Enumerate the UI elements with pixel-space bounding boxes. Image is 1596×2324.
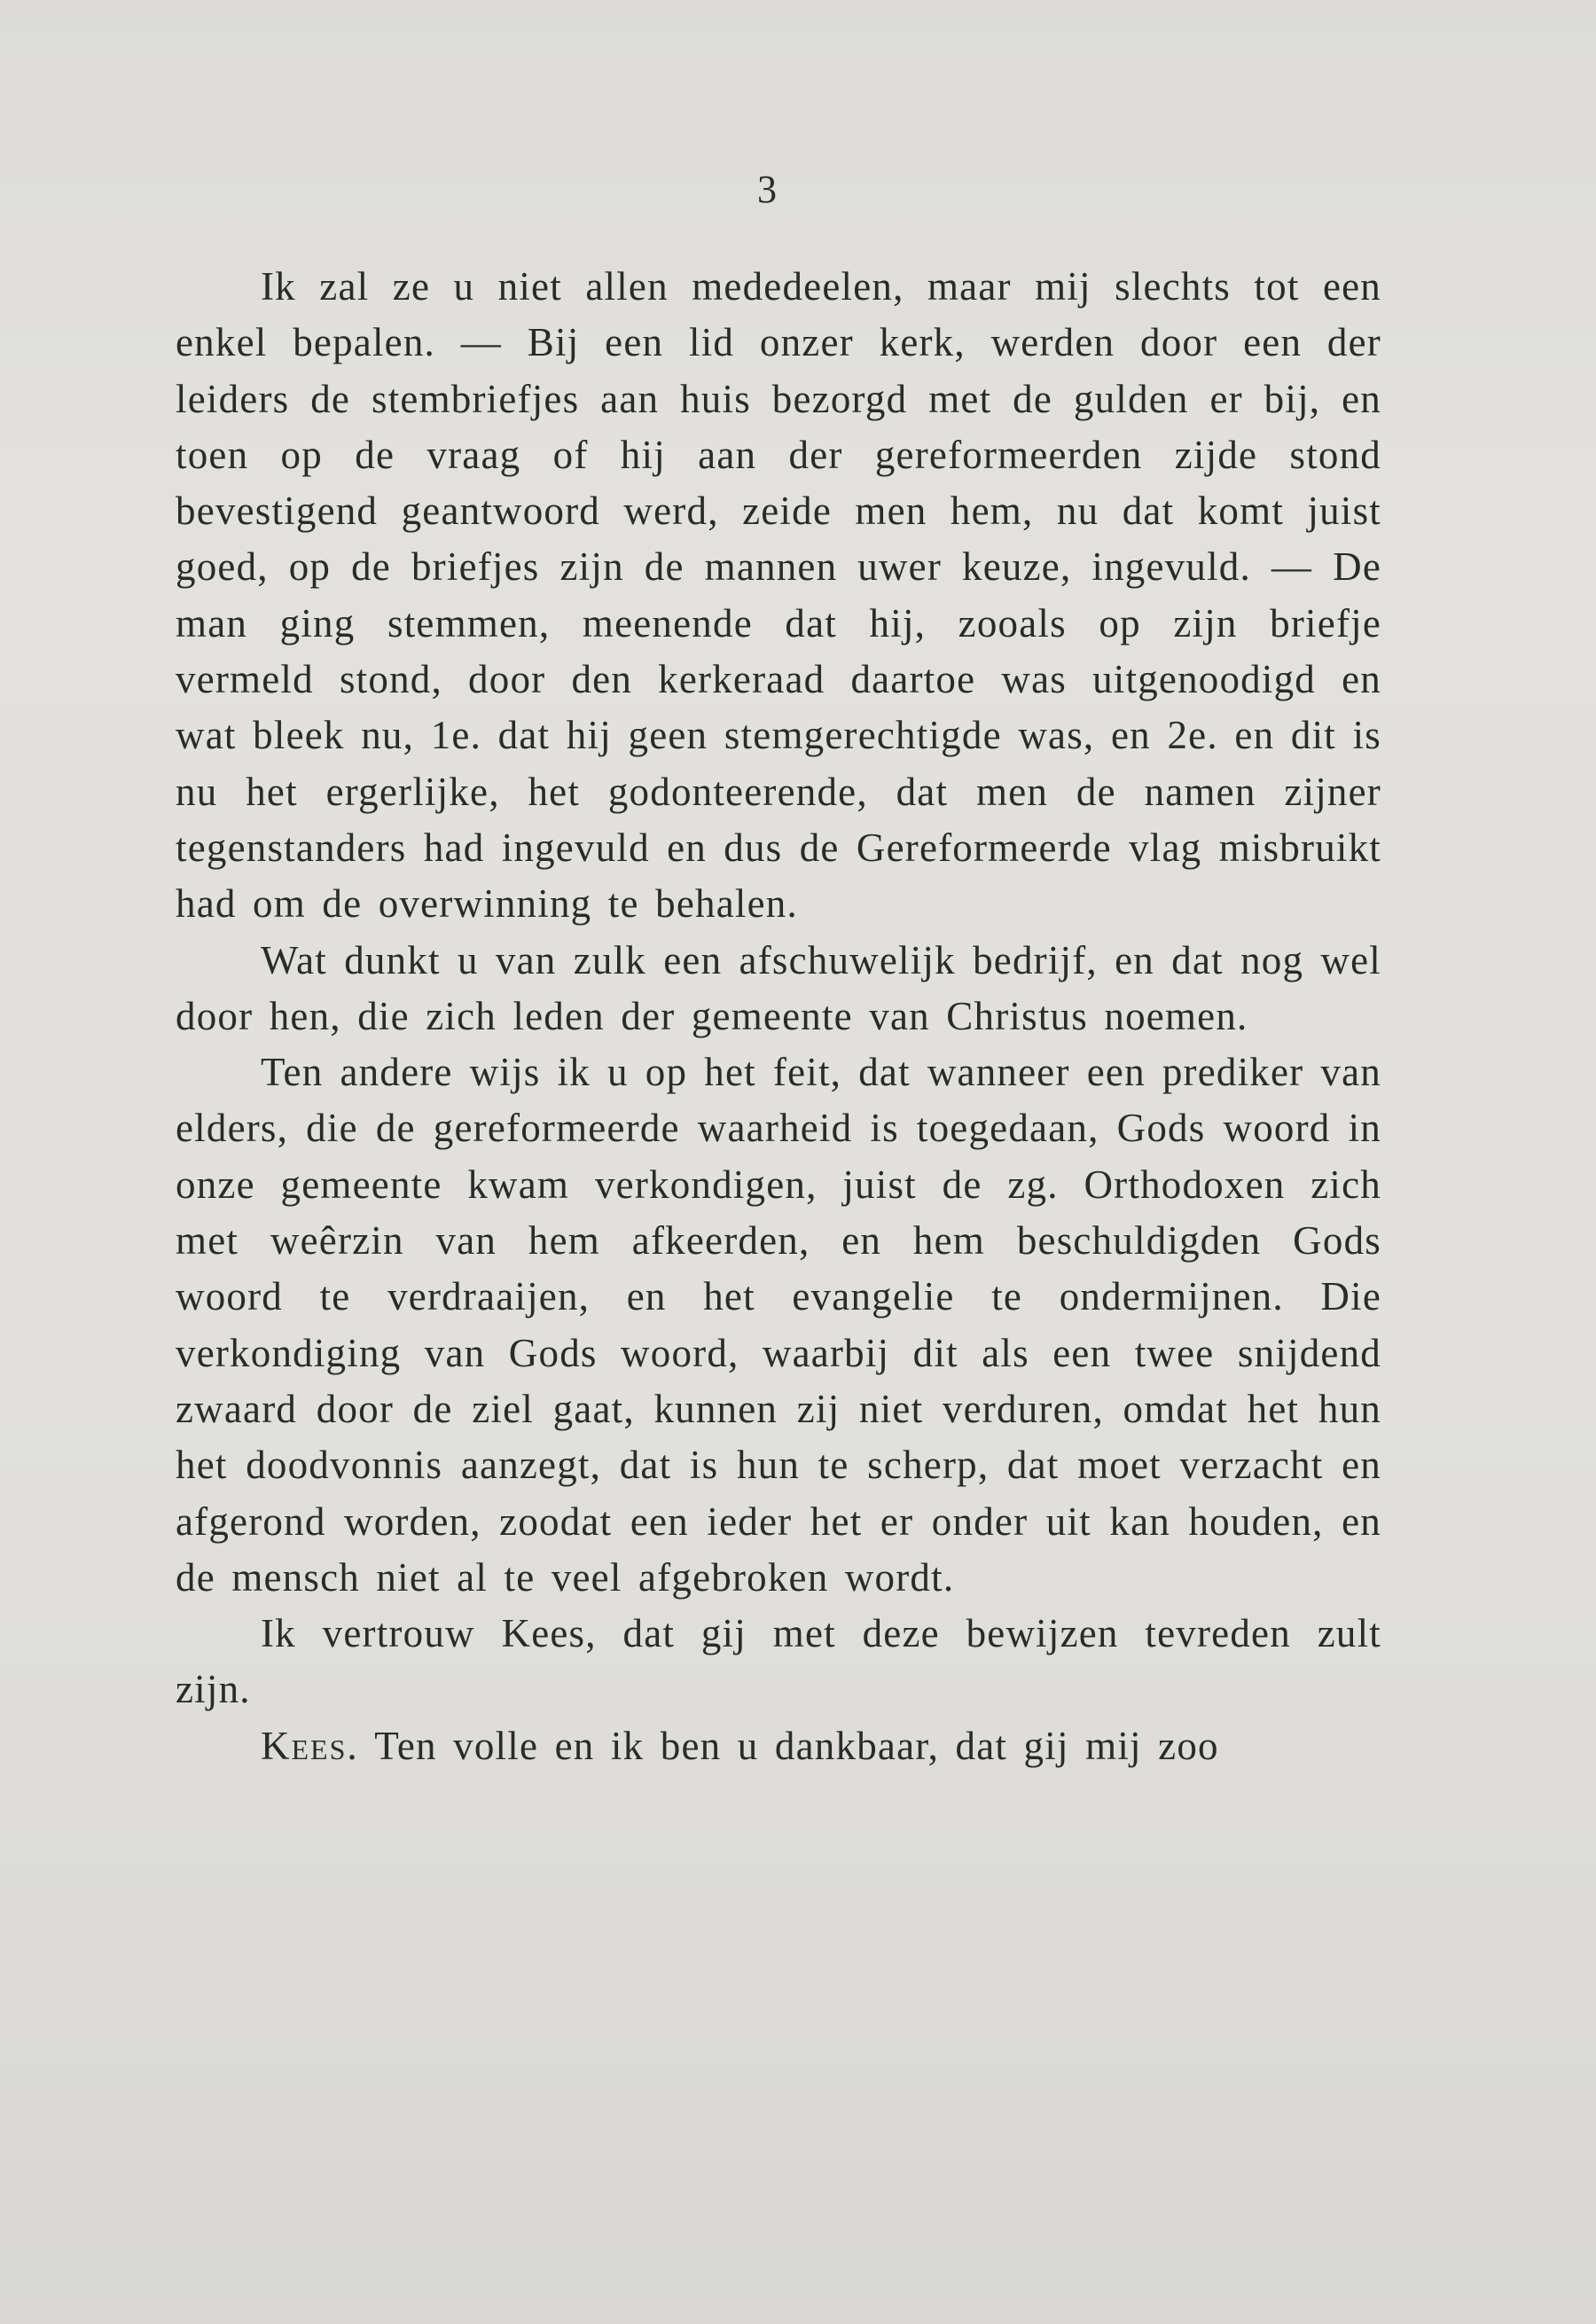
paragraph-1: Ik zal ze u niet allen mededeelen, maar mij slechts tot een enkel bepalen. — Bij een lid onzer kerk, werden door een der leiders de stembriefjes aan huis bezorgd met de gulden er bij, en toen op de vraag of hij aan der gereformeerden zijde stond bevestigend geantwoord werd, zeide men hem, nu dat komt juist goed, op de briefjes zijn de mannen uwer keuze, ingevuld. — De man ging stemmen, meenende dat hij, zooals op zijn briefje vermeld stond, door den kerkeraad daartoe was uitgenoodigd en wat bleek nu, 1e. dat hij geen stemgerechtigde was, en 2e. en dit is nu het ergerlijke, het godonteerende, dat men de namen zijner tegenstanders had ingevuld en dus de Gereformeerde vlag misbruikt had om de overwinning te behalen.	[176, 264, 1381, 927]
page-number: 3	[757, 168, 777, 211]
body-text	[176, 259, 1381, 1774]
paragraph-4: Ik vertrouw Kees, dat gij met deze bewijzen tevreden zult zijn.	[176, 1611, 1381, 1712]
paragraph-2: Wat dunkt u van zulk een afschuwelijk bedrijf, en dat nog wel door hen, die zich leden der gemeente van Christus noemen.	[176, 937, 1381, 1038]
speaker-line: Ten volle en ik ben u dankbaar, dat gij mij zoo	[374, 1723, 1219, 1768]
paragraph-3: Ten andere wijs ik u op het feit, dat wanneer een prediker van elders, die de gereformeerde waarheid is toegedaan, Gods woord in onze gemeente kwam verkondigen, juist de zg. Orthodoxen zich met weêrzin van hem afkeerden, en hem beschuldigden Gods woord te verdraaijen, en het evangelie te ondermijnen. Die verkondiging van Gods woord, waarbij dit als een twee snijdend zwaard door de ziel gaat, kunnen zij niet verduren, omdat het hun het doodvonnis aanzegt, dat is hun te scherp, dat moet verzacht en afgerond worden, zoodat een ieder het er onder uit kan houden, en de mensch niet al te veel afgebroken wordt.	[176, 1050, 1381, 1600]
speaker-name: Kees.	[261, 1723, 359, 1768]
paragraph-5	[176, 1718, 1381, 1774]
